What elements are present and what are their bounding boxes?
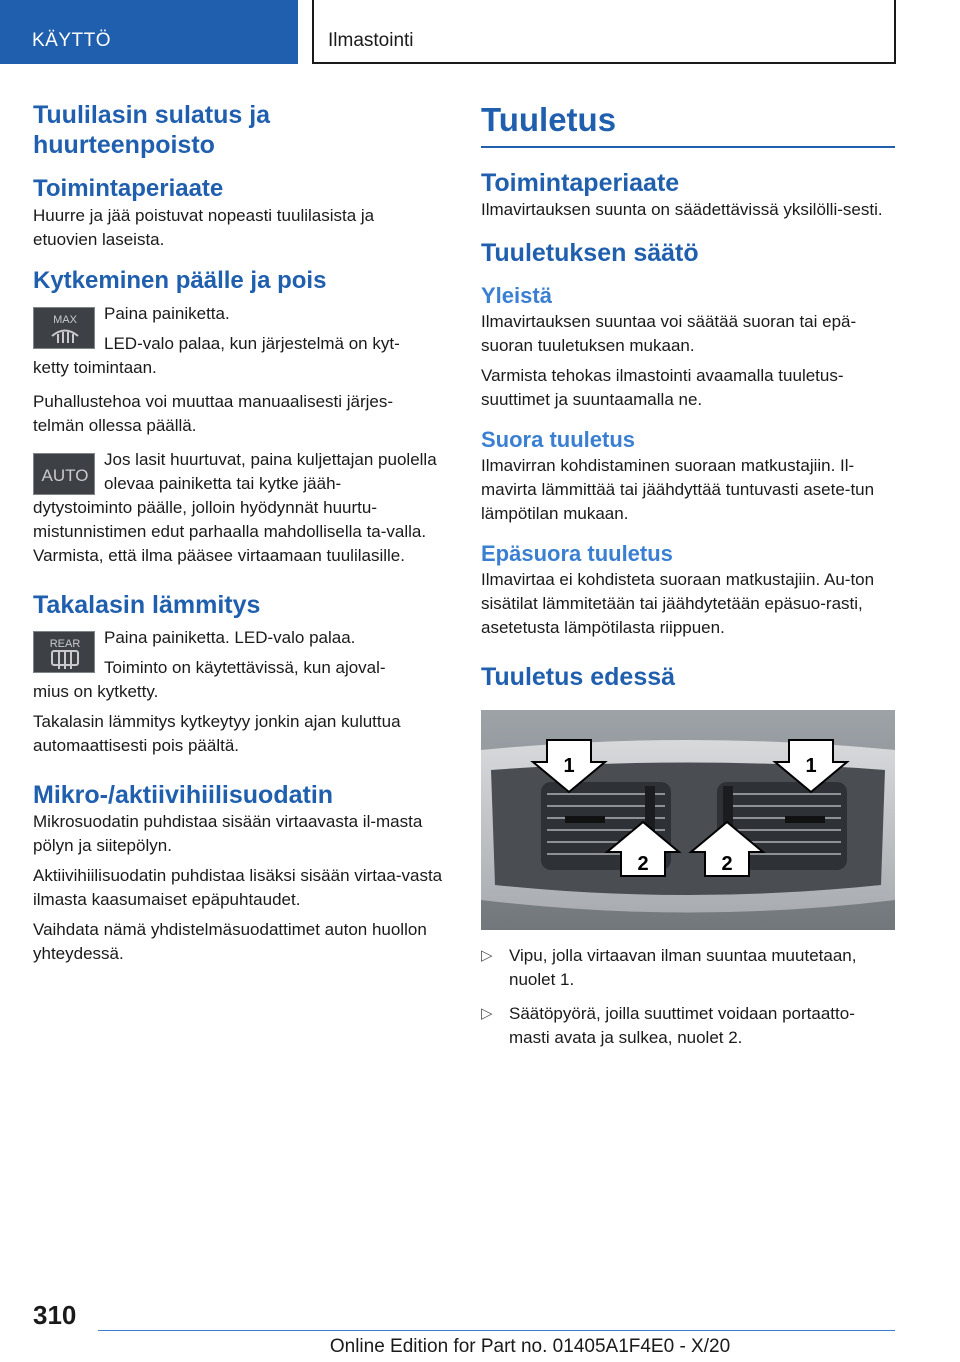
auto-button-label: AUTO xyxy=(41,466,89,485)
page-number: 310 xyxy=(33,1300,77,1330)
general-text-1: Ilmavirtauksen suuntaa voi säätää suoran tai epä-suoran tuuletuksen mukaan. xyxy=(481,312,857,355)
triangle-bullet-icon: ▷ xyxy=(481,1005,493,1022)
auto-row xyxy=(33,448,443,496)
max-button-label: MAX xyxy=(53,314,77,326)
list-item xyxy=(481,1002,895,1050)
max-step-2: LED-valo palaa, kun järjestelmä on kyt- xyxy=(104,334,400,353)
max-step-1: Paina painiketta. xyxy=(104,304,230,323)
rear-step-2-cont: mius on kytketty. xyxy=(33,682,159,701)
callout-1-left: 1 xyxy=(563,755,575,777)
list-item-text: Säätöpyörä, joilla suuttimet voidaan portaatto-masti avata ja sulkea, nuolet 2. xyxy=(509,1004,855,1047)
adjust-heading: Tuuletuksen säätö xyxy=(481,239,699,267)
title-rule xyxy=(481,146,895,148)
filter-text-3: Vaihdata nämä yhdistelmäsuodattimet auton huollon yhteydessä. xyxy=(33,920,427,963)
blower-text: Puhallustehoa voi muuttaa manuaalisesti järjes-telmän ollessa päällä. xyxy=(33,392,394,435)
list-item-text: Vipu, jolla virtaavan ilman suuntaa muutetaan, nuolet 1. xyxy=(509,946,857,989)
rear-row xyxy=(33,626,443,680)
callout-1-right: 1 xyxy=(805,755,817,777)
front-vents-illustration xyxy=(481,710,895,930)
ventilation-title: Tuuletus xyxy=(481,101,617,138)
indirect-text: Ilmavirtaa ei kohdisteta suoraan matkustajiin. Au-ton sisätilat lämmitetään tai jäähdytetään epäsuo-rasti, asetetusta lämpötilasta riippuen. xyxy=(481,570,875,637)
vent-principle-text: Ilmavirtauksen suunta on säädettävissä yksilölli-sesti. xyxy=(481,200,883,219)
rear-defrost-button-icon xyxy=(33,631,95,673)
footer-rule xyxy=(98,1330,895,1331)
rear-step-3: Takalasin lämmitys kytkeytyy jonkin ajan kuluttua automaattisesti pois päältä. xyxy=(33,712,401,755)
front-vents-photo xyxy=(481,710,895,930)
auto-text-b: dytystoiminto päälle, jolloin hyödynnät huurtu-mistunnistimen edut parhaalla mahdollisella ta-valla. Varmista, että ilma pääsee virtaamaan tuulilasille. xyxy=(33,498,427,565)
edition-footer: Online Edition for Part no. 01405A1F4E0 - X/20 xyxy=(329,1336,731,1357)
max-row xyxy=(33,302,443,356)
switch-heading: Kytkeminen päälle ja pois xyxy=(33,267,327,294)
callout-2-right: 2 xyxy=(721,853,733,875)
direct-heading: Suora tuuletus xyxy=(481,427,636,452)
defrost-principle-text: Huurre ja jää poistuvat nopeasti tuulilasista ja etuovien laseista. xyxy=(33,206,375,249)
auto-button-icon xyxy=(33,453,95,495)
general-heading: Yleistä xyxy=(481,283,552,308)
front-vent-heading: Tuuletus edessä xyxy=(481,663,676,691)
filter-heading: Mikro-/aktiivihiilisuodatin xyxy=(33,781,334,809)
left-column xyxy=(33,100,443,966)
right-column xyxy=(481,100,895,1060)
section-label: KÄYTTÖ xyxy=(32,30,112,51)
rear-step-1: Paina painiketta. LED-valo palaa. xyxy=(104,628,356,647)
rear-button-label: REAR xyxy=(49,638,81,650)
callout-2-left: 2 xyxy=(637,853,649,875)
defrost-principle-heading: Toimintaperiaate xyxy=(33,175,224,202)
rear-heading: Takalasin lämmitys xyxy=(33,591,261,619)
chapter-tab xyxy=(312,0,896,64)
defrost-title: Tuulilasin sulatus ja huurteenpoisto xyxy=(33,101,271,159)
max-step-2-cont: ketty toimintaan. xyxy=(33,358,157,377)
chapter-label: Ilmastointi xyxy=(328,30,414,51)
direct-text: Ilmavirran kohdistaminen suoraan matkustajiin. Il-mavirta lämmittää tai jäähdyttää tuntuvasti asete-tun lämpötilan mukaan. xyxy=(481,456,875,523)
indirect-heading: Epäsuora tuuletus xyxy=(481,541,673,566)
max-defrost-button-icon xyxy=(33,307,95,349)
auto-text-a: Jos lasit huurtuvat, paina kuljettajan puolella olevaa painiketta tai kytke jääh- xyxy=(104,450,437,493)
general-text-2: Varmista tehokas ilmastointi avaamalla tuuletus-suuttimet ja suuntaamalla ne. xyxy=(481,366,844,409)
list-item xyxy=(481,944,895,992)
vent-principle-heading: Toimintaperiaate xyxy=(481,169,680,197)
rear-step-2: Toiminto on käytettävissä, kun ajoval- xyxy=(104,658,386,677)
vent-parts-list xyxy=(481,944,895,1050)
triangle-bullet-icon: ▷ xyxy=(481,947,493,964)
section-tab xyxy=(0,0,298,64)
filter-text-2: Aktiivihiilisuodatin puhdistaa lisäksi sisään virtaa-vasta ilmasta kaasumaiset epäpuhtaudet. xyxy=(33,866,443,909)
filter-text-1: Mikrosuodatin puhdistaa sisään virtaavasta il-masta pölyn ja siitepölyn. xyxy=(33,812,423,855)
